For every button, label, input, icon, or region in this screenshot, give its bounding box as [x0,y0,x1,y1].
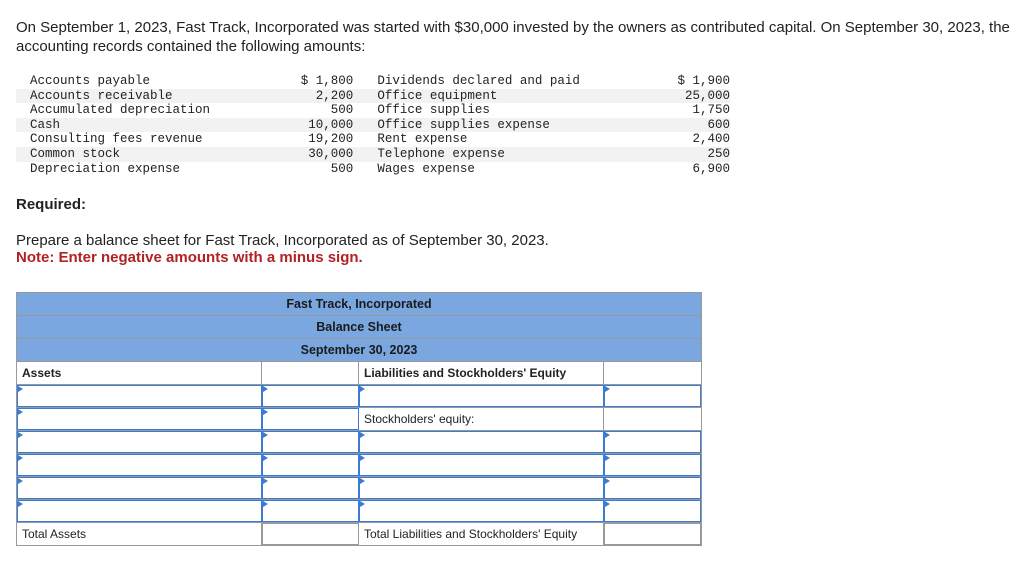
account-amount: 30,000 [308,146,354,161]
asset-account-select[interactable] [17,431,262,453]
equity-account-select[interactable] [359,500,604,522]
total-assets-label: Total Assets [17,523,262,545]
stockholders-equity-label: Stockholders' equity: [359,408,604,430]
account-name: Common stock [30,146,121,161]
account-amount: 600 [707,117,730,132]
table-row [17,477,701,500]
account-amount: 10,000 [308,117,354,132]
equity-amount-input[interactable] [604,431,701,453]
account-name: Wages expense [377,161,475,176]
asset-account-select[interactable] [17,408,262,430]
equity-account-select[interactable] [359,431,604,453]
total-liab-se-label: Total Liabilities and Stockholders' Equity [359,523,604,545]
account-name: Office supplies [377,103,490,118]
account-amount: 1,750 [692,103,730,118]
equity-account-select[interactable] [359,454,604,476]
table-row [17,500,701,523]
blank-cell [604,362,701,384]
accounts-list [16,74,730,176]
statement-title: Balance Sheet [17,316,701,339]
account-amount: 6,900 [692,161,730,176]
asset-amount-input[interactable] [262,408,359,430]
company-name: Fast Track, Incorporated [17,293,701,316]
account-name: Accumulated depreciation [30,103,211,118]
account-row [16,162,730,177]
table-row [17,431,701,454]
table-row [17,408,701,431]
account-name: Rent expense [377,132,468,147]
account-amount: 500 [330,103,354,118]
account-name: Office supplies expense [377,117,550,132]
asset-account-select[interactable] [17,477,262,499]
account-row [16,74,730,89]
equity-amount-input[interactable] [604,454,701,476]
account-amount: 2,400 [692,132,730,147]
account-name: Accounts payable [30,74,151,88]
account-amount: $ 1,800 [300,74,354,88]
assets-header: Assets [17,362,262,384]
asset-amount-input[interactable] [262,431,359,453]
account-name: Office equipment [377,88,498,103]
liabilities-header: Liabilities and Stockholders' Equity [359,362,604,384]
liability-account-select[interactable] [359,385,604,407]
account-amount: 19,200 [308,132,354,147]
account-name: Cash [30,117,61,132]
account-row [16,118,730,133]
equity-amount-input[interactable] [604,477,701,499]
account-amount: 25,000 [684,88,730,103]
asset-account-select[interactable] [17,454,262,476]
account-row [16,89,730,104]
totals-row [17,523,701,545]
asset-amount-input[interactable] [262,454,359,476]
blank-cell [262,362,359,384]
asset-amount-input[interactable] [262,477,359,499]
account-amount: 500 [330,161,354,176]
account-name: Dividends declared and paid [377,74,580,88]
account-row [16,147,730,162]
account-row [16,103,730,118]
statement-date: September 30, 2023 [17,339,701,362]
problem-intro: On September 1, 2023, Fast Track, Incorporated was started with $30,000 invested by the owners as contributed capital. On September 30, 2023, the accounting records contained the following amounts: [16,19,1010,55]
total-liab-se-input[interactable] [604,523,701,545]
table-row [17,385,701,408]
asset-amount-input[interactable] [262,385,359,407]
account-name: Depreciation expense [30,161,181,176]
blank-cell [604,408,701,430]
account-name: Telephone expense [377,146,505,161]
liability-amount-input[interactable] [604,385,701,407]
equity-amount-input[interactable] [604,500,701,522]
table-row [17,362,701,385]
account-amount: 250 [707,146,730,161]
account-name: Consulting fees revenue [30,132,203,147]
instructions: Prepare a balance sheet for Fast Track, Incorporated as of September 30, 2023. [16,232,549,249]
table-row [17,454,701,477]
balance-sheet-table [16,292,702,546]
required-heading: Required: [16,196,87,213]
asset-account-select[interactable] [17,500,262,522]
total-assets-input[interactable] [262,523,359,545]
equity-account-select[interactable] [359,477,604,499]
note-text: Note: Enter negative amounts with a minus sign. [16,249,363,266]
asset-amount-input[interactable] [262,500,359,522]
account-amount: 2,200 [315,88,354,103]
account-amount: $ 1,900 [677,74,730,88]
asset-account-select[interactable] [17,385,262,407]
account-name: Accounts receivable [30,88,173,103]
account-row [16,132,730,147]
